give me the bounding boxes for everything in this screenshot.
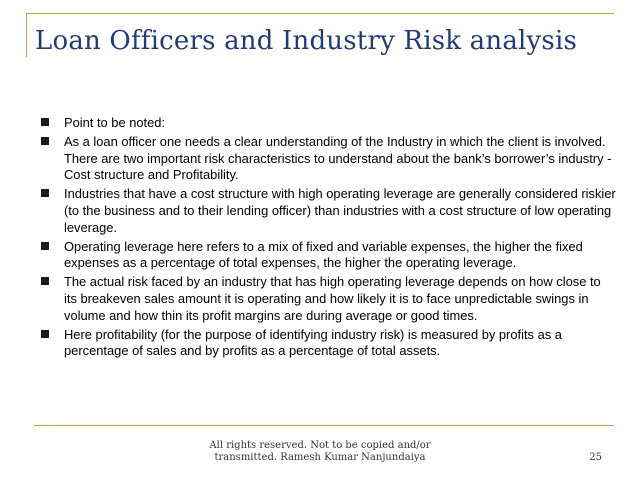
square-bullet-icon xyxy=(41,189,49,197)
top-rule xyxy=(26,13,614,14)
bullet-text: Here profitability (for the purpose of identifying industry risk) is measured by profits as a percentage of sales and by profits as a percentage of total assets. xyxy=(64,326,562,359)
title-accent-bar xyxy=(26,13,27,57)
square-bullet-icon xyxy=(41,330,49,338)
square-bullet-icon xyxy=(41,277,49,285)
bullet-text: Industries that have a cost structure with high operating leverage are generally considered riskier (to the business and to their lending officer) than industries with a cost structure of low operating leverage. xyxy=(64,186,616,235)
bullet-text: As a loan officer one needs a clear understanding of the Industry in which the client is involved. There are two important risk characteristics to understand about the bank’s borrower’s industry - Cost structure and Profitability. xyxy=(64,134,612,183)
bullet-list xyxy=(41,115,616,362)
bullet-item xyxy=(41,239,616,272)
bullet-text: Operating leverage here refers to a mix of fixed and variable expenses, the higher the fixed expenses as a percentage of total expenses, the higher the operating leverage. xyxy=(64,238,583,271)
footer-copyright xyxy=(200,440,440,464)
slide-title: Loan Officers and Industry Risk analysis xyxy=(35,26,578,56)
square-bullet-icon xyxy=(41,137,49,145)
page-number: 25 xyxy=(589,452,602,463)
bullet-item xyxy=(41,115,616,132)
bullet-item xyxy=(41,327,616,360)
bullet-item xyxy=(41,134,616,184)
square-bullet-icon xyxy=(41,118,49,126)
bullet-item xyxy=(41,274,616,324)
footer-rule xyxy=(34,425,614,426)
footer-line-1: All rights reserved. Not to be copied and/or xyxy=(209,440,431,451)
bullet-item xyxy=(41,186,616,236)
bullet-text: The actual risk faced by an industry that has high operating leverage depends on how close to its breakeven sales amount it is operating and how likely it is to face unpredictable swings in volume and how thin its profit margins are during average or good times. xyxy=(64,274,601,323)
bullet-text: Point to be noted: xyxy=(64,115,166,130)
footer-line-2: transmitted. Ramesh Kumar Nanjundaiya xyxy=(214,452,426,463)
square-bullet-icon xyxy=(41,242,49,250)
